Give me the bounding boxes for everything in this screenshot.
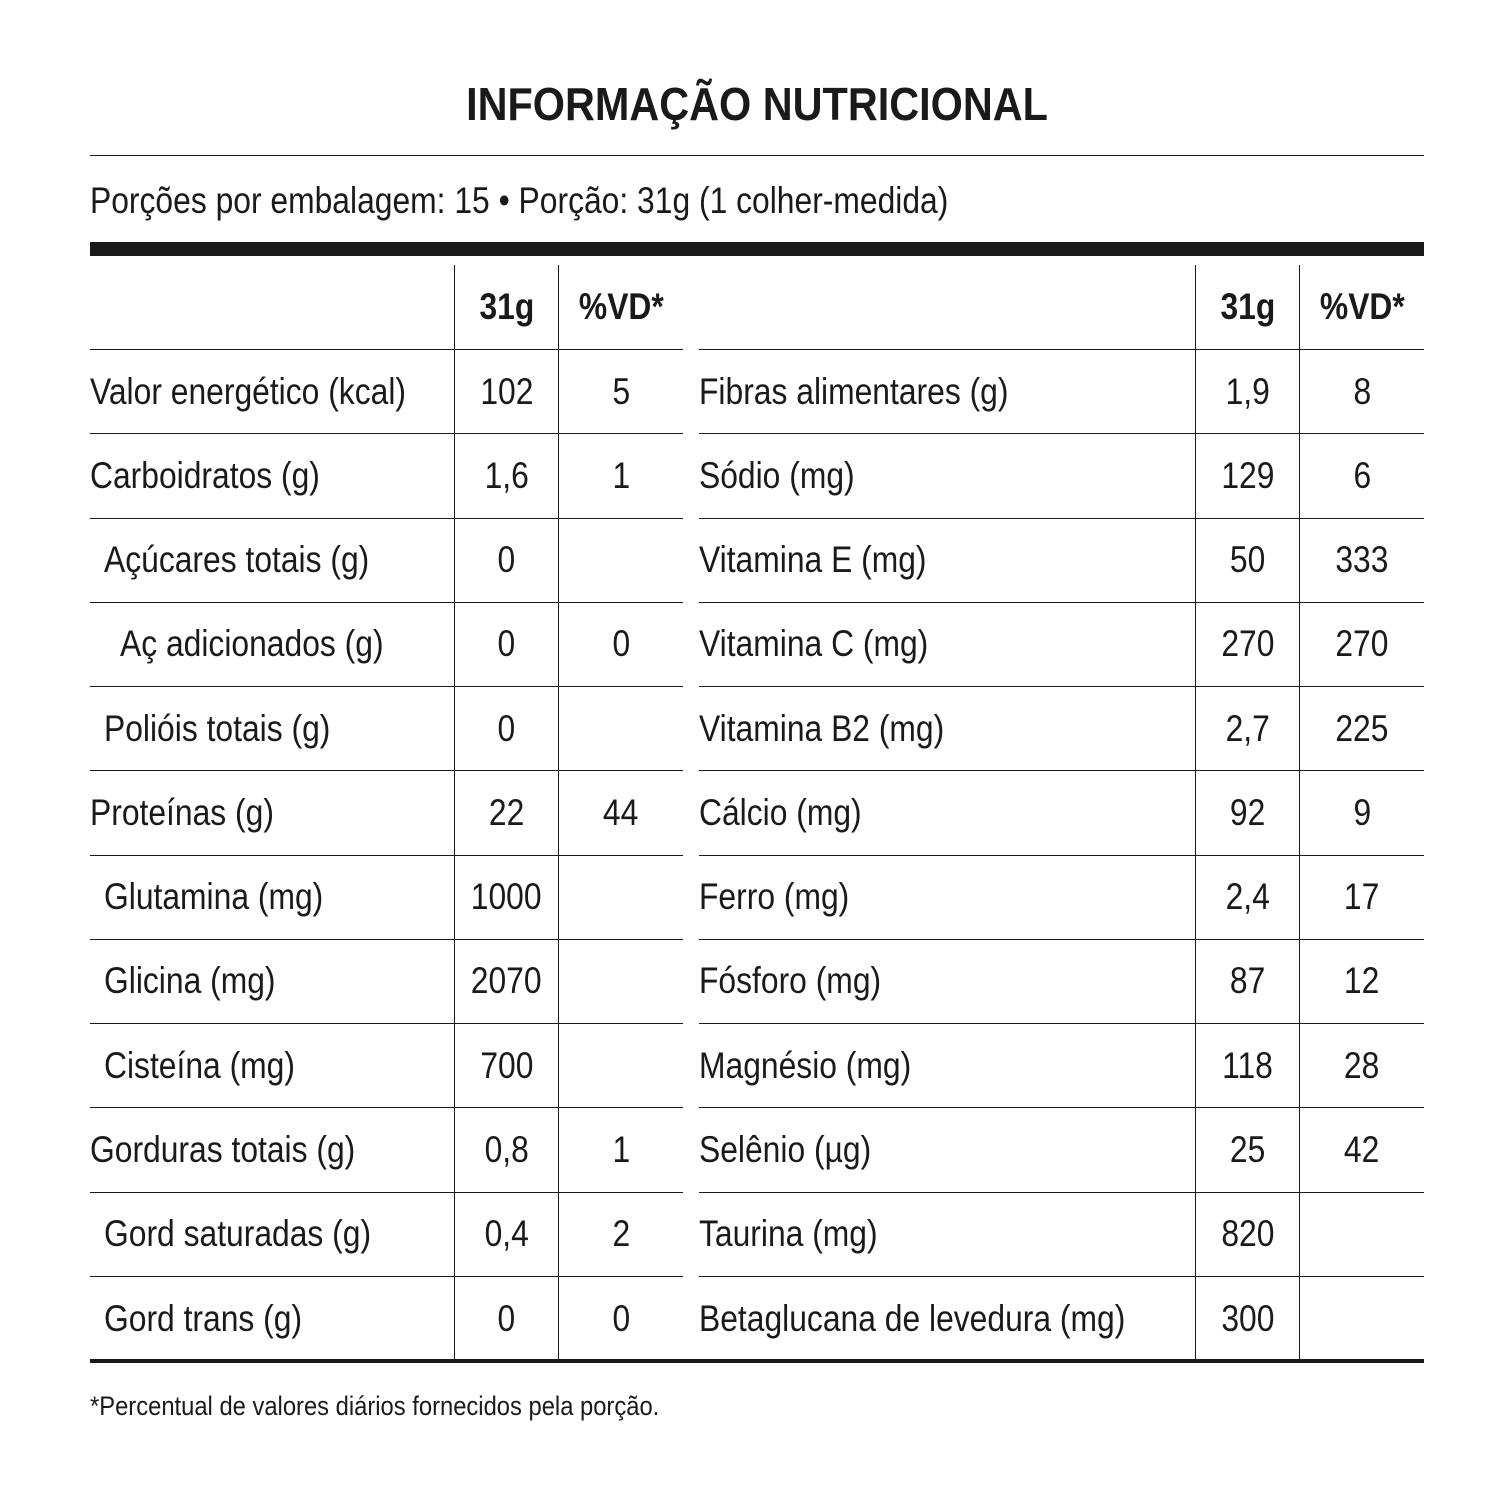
nutrient-daily-value: 1	[612, 1128, 630, 1170]
nutrient-amount: 700	[479, 1044, 534, 1086]
nutrient-daily-value: 225	[1335, 707, 1389, 749]
nutrient-row	[90, 687, 683, 771]
nutrient-daily-value: 6	[1353, 454, 1371, 496]
nutrient-name: Carboidratos (g)	[90, 454, 320, 496]
nutrient-name: Magnésio (mg)	[699, 1044, 912, 1086]
nutrient-name: Vitamina B2 (mg)	[699, 707, 945, 749]
nutrient-daily-value: 0	[612, 623, 630, 665]
nutrient-daily-value: 17	[1344, 876, 1380, 918]
nutrient-amount: 2070	[471, 960, 542, 1002]
table-header-row	[699, 265, 1424, 350]
daily-value-header: %VD*	[578, 286, 664, 327]
nutrient-row	[90, 350, 683, 434]
nutrient-amount: 102	[479, 370, 534, 412]
nutrient-row	[699, 1108, 1424, 1192]
nutrient-name: Selênio (µg)	[699, 1128, 872, 1170]
nutrient-amount: 2,7	[1225, 707, 1270, 749]
nutrient-row	[699, 687, 1424, 771]
nutrient-row	[90, 1277, 683, 1361]
daily-value-header: %VD*	[1319, 286, 1405, 327]
nutrient-amount: 50	[1229, 539, 1266, 581]
nutrient-row	[90, 519, 683, 603]
nutrient-name: Fósforo (mg)	[699, 960, 882, 1002]
nutrient-amount: 92	[1229, 791, 1266, 833]
nutrient-daily-value: 270	[1335, 623, 1389, 665]
nutrient-row	[699, 1024, 1424, 1108]
nutrient-daily-value: 5	[612, 370, 630, 412]
nutrient-name: Valor energético (kcal)	[90, 370, 406, 412]
nutrient-daily-value	[559, 519, 683, 602]
nutrient-name: Gord trans (g)	[104, 1297, 303, 1339]
table-bottom-rule	[90, 1359, 1424, 1363]
nutrient-row	[90, 856, 683, 940]
amount-header: 31g	[479, 286, 534, 327]
nutrient-row	[90, 771, 683, 855]
nutrient-amount: 0	[497, 623, 516, 665]
nutrient-amount: 1,9	[1225, 370, 1270, 412]
nutrient-row	[699, 771, 1424, 855]
nutrient-row	[699, 434, 1424, 518]
nutrient-daily-value	[1300, 1277, 1424, 1361]
nutrient-name: Vitamina E (mg)	[699, 539, 927, 581]
nutrient-name: Polióis totais (g)	[104, 707, 331, 749]
nutrient-row	[90, 603, 683, 687]
nutrient-amount: 129	[1220, 454, 1275, 496]
nutrient-daily-value: 28	[1344, 1044, 1380, 1086]
nutrient-daily-value: 9	[1353, 791, 1371, 833]
nutrient-daily-value	[559, 1024, 683, 1107]
nutrient-amount: 22	[488, 791, 525, 833]
nutrient-daily-value: 44	[603, 791, 639, 833]
nutrient-row	[699, 603, 1424, 687]
nutrient-row	[699, 940, 1424, 1024]
nutrient-amount: 118	[1222, 1044, 1273, 1086]
nutrient-name: Betaglucana de levedura (mg)	[699, 1297, 1126, 1339]
nutrient-daily-value: 1	[612, 454, 630, 496]
nutrient-daily-value	[559, 687, 683, 770]
nutrient-row	[699, 1277, 1424, 1361]
nutrient-daily-value: 42	[1344, 1128, 1380, 1170]
nutrient-row	[90, 1193, 683, 1277]
nutrient-daily-value: 2	[612, 1213, 630, 1255]
nutrient-row	[699, 350, 1424, 434]
nutrient-daily-value	[1300, 1193, 1424, 1276]
nutrient-row	[699, 856, 1424, 940]
nutrient-name: Taurina (mg)	[699, 1213, 878, 1255]
nutrient-daily-value	[559, 856, 683, 939]
nutrient-amount: 25	[1229, 1128, 1266, 1170]
nutrient-name: Aç adicionados (g)	[120, 623, 384, 665]
nutrient-row	[699, 1193, 1424, 1277]
nutrient-amount: 270	[1220, 623, 1275, 665]
nutrient-daily-value: 333	[1335, 539, 1389, 581]
nutrient-daily-value	[559, 940, 683, 1023]
nutrient-daily-value: 8	[1353, 370, 1371, 412]
nutrient-row	[699, 519, 1424, 603]
nutrient-name: Glicina (mg)	[104, 960, 276, 1002]
nutrient-amount: 820	[1220, 1213, 1275, 1255]
nutrient-name: Cisteína (mg)	[104, 1044, 295, 1086]
nutrient-name: Açúcares totais (g)	[104, 539, 370, 581]
nutrient-daily-value: 12	[1344, 960, 1380, 1002]
nutrient-name: Ferro (mg)	[699, 876, 850, 918]
nutrient-name: Proteínas (g)	[90, 791, 274, 833]
nutrient-amount: 300	[1220, 1297, 1275, 1339]
nutrient-name: Glutamina (mg)	[104, 876, 324, 918]
nutrient-amount: 87	[1229, 960, 1266, 1002]
nutrient-amount: 0	[497, 539, 516, 581]
nutrient-amount: 0,8	[484, 1128, 529, 1170]
nutrient-daily-value: 0	[612, 1297, 630, 1339]
amount-header: 31g	[1220, 286, 1275, 327]
header-divider	[90, 242, 1424, 256]
nutrient-name: Fibras alimentares (g)	[699, 370, 1009, 412]
nutrient-name: Gord saturadas (g)	[104, 1213, 372, 1255]
title-divider	[90, 155, 1424, 156]
nutrient-amount: 0	[497, 707, 516, 749]
nutrient-name: Sódio (mg)	[699, 454, 855, 496]
portion-line: Porções por embalagem: 15 • Porção: 31g (1 colher-medida)	[90, 180, 949, 221]
nutrient-amount: 1,6	[484, 454, 529, 496]
nutrient-amount: 0,4	[484, 1213, 529, 1255]
nutrition-title: INFORMAÇÃO NUTRICIONAL	[466, 78, 1048, 130]
nutrient-amount: 2,4	[1225, 876, 1270, 918]
nutrient-name: Cálcio (mg)	[699, 791, 862, 833]
nutrient-row	[90, 1024, 683, 1108]
nutrient-name: Vitamina C (mg)	[699, 623, 929, 665]
table-header-row	[90, 265, 683, 350]
nutrient-amount: 0	[497, 1297, 516, 1339]
nutrient-row	[90, 434, 683, 518]
nutrient-name: Gorduras totais (g)	[90, 1128, 356, 1170]
nutrient-amount: 1000	[471, 876, 542, 918]
nutrient-row	[90, 940, 683, 1024]
footnote: *Percentual de valores diários fornecidos pela porção.	[90, 1391, 660, 1421]
nutrient-row	[90, 1108, 683, 1192]
